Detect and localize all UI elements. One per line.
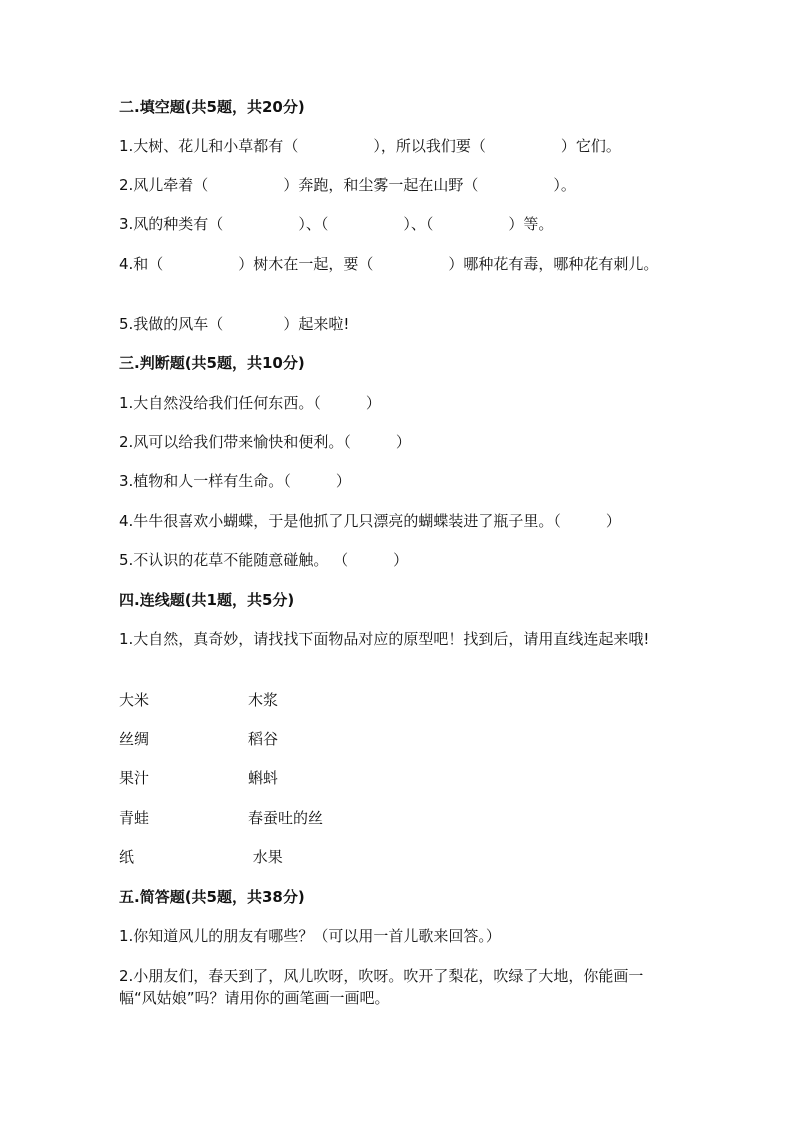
judge-question-2: 2.风可以给我们带来愉快和便利。（ ） — [119, 433, 411, 451]
short-question-1: 1.你知道风儿的朋友有哪些？（可以用一首儿歌来回答。） — [119, 927, 501, 945]
section-heading-short: 五.简答题(共5题，共38分) — [119, 888, 305, 906]
section-heading-fill: 二.填空题(共5题，共20分) — [119, 98, 305, 116]
match-left-item: 果汁 — [119, 769, 150, 787]
match-right-item: 稻谷 — [248, 730, 279, 748]
match-left-item: 青蛙 — [119, 809, 150, 827]
match-right-item: 蝌蚪 — [248, 769, 279, 787]
match-question-1: 1.大自然，真奇妙，请找找下面物品对应的原型吧！找到后，请用直线连起来哦! — [119, 630, 650, 648]
fill-question-2: 2.风儿牵着（ ）奔跑，和尘雾一起在山野（ ）。 — [119, 176, 576, 194]
section-heading-match: 四.连线题(共1题，共5分) — [119, 591, 295, 609]
match-right-item: 水果 — [248, 848, 283, 866]
short-question-2: 2.小朋友们，春天到了，风儿吹呀，吹呀。吹开了梨花，吹绿了大地，你能画一幅“风姑娘”吗？请用你的画笔画一画吧。 — [119, 967, 644, 1007]
judge-question-1: 1.大自然没给我们任何东西。（ ） — [119, 394, 381, 412]
match-left-item: 丝绸 — [119, 730, 150, 748]
match-right-item: 春蚕吐的丝 — [248, 809, 324, 827]
judge-question-3: 3.植物和人一样有生命。（ ） — [119, 472, 351, 490]
judge-question-4: 4.牛牛很喜欢小蝴蝶，于是他抓了几只漂亮的蝴蝶装进了瓶子里。（ ） — [119, 512, 621, 530]
fill-question-4: 4.和（ ）树木在一起，要（ ）哪种花有毒，哪种花有刺儿。 — [119, 255, 659, 273]
section-heading-judge: 三.判断题(共5题，共10分) — [119, 354, 305, 372]
judge-question-5: 5.不认识的花草不能随意碰触。 （ ） — [119, 551, 409, 569]
match-right-item: 木浆 — [248, 691, 279, 709]
match-left-item: 纸 — [119, 848, 135, 866]
fill-question-1: 1.大树、花儿和小草都有（ ），所以我们要（ ）它们。 — [119, 137, 621, 155]
fill-question-3: 3.风的种类有（ ）、（ ）、（ ）等。 — [119, 215, 554, 233]
match-left-item: 大米 — [119, 691, 150, 709]
fill-question-5: 5.我做的风车（ ）起来啦! — [119, 315, 350, 333]
